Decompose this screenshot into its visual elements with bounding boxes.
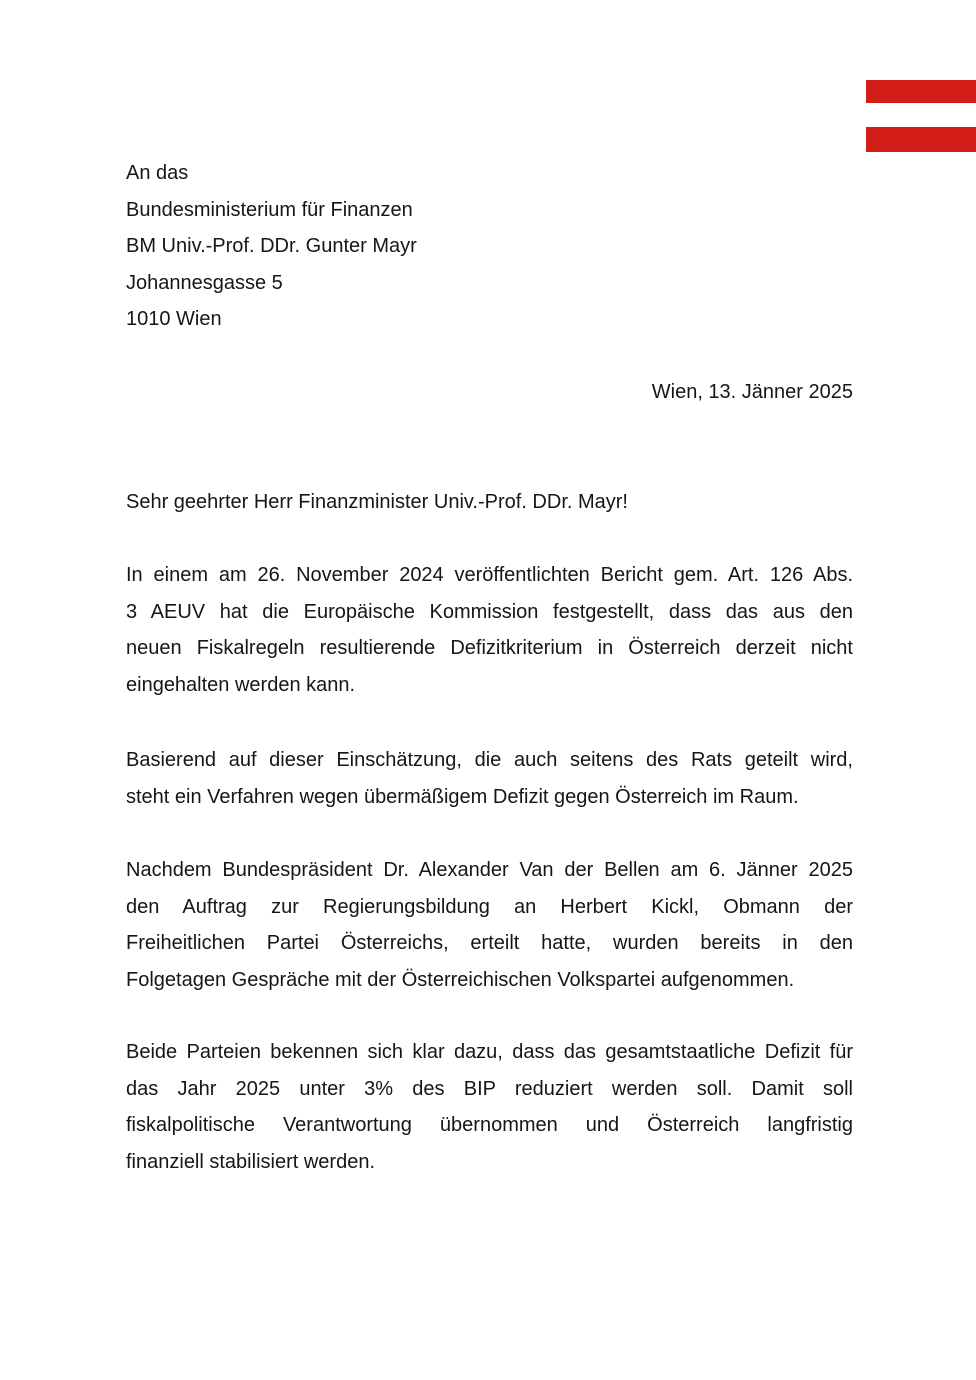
flag-bar-bottom (866, 127, 976, 152)
text-line: An das (126, 162, 189, 184)
text-line: Nachdem Bundespräsident Dr. Alexander Van der Bellen am 6. Jänner 2025 (126, 859, 853, 881)
text-line: Folgetagen Gespräche mit der Österreichischen Volkspartei aufgenommen. (126, 968, 795, 991)
recipient-address (126, 155, 853, 338)
text-line: neuen Fiskalregeln resultierende Defizitkriterium in Österreich derzeit nicht (126, 637, 853, 659)
text-line: eingehalten werden kann. (126, 673, 356, 696)
text-line: Johannesgasse 5 (126, 271, 283, 294)
paragraph-2 (126, 742, 853, 815)
text-line: Beide Parteien bekennen sich klar dazu, dass das gesamtstaatliche Defizit für (126, 1041, 853, 1063)
text-line: BM Univ.-Prof. DDr. Gunter Mayr (126, 235, 417, 257)
text-line: Basierend auf dieser Einschätzung, die auch seitens des Rats geteilt wird, (126, 749, 853, 771)
paragraph-4 (126, 1034, 853, 1180)
paragraph-1 (126, 557, 853, 703)
text-line: 3 AEUV hat die Europäische Kommission festgestellt, dass das aus den (126, 600, 853, 623)
salutation: Sehr geehrter Herr Finanzminister Univ.-Prof. DDr. Mayr! (126, 491, 628, 513)
text-line: finanziell stabilisiert werden. (126, 1150, 376, 1173)
text-line: steht ein Verfahren wegen übermäßigem Defizit gegen Österreich im Raum. (126, 785, 799, 808)
text-line: In einem am 26. November 2024 veröffentlichten Bericht gem. Art. 126 Abs. (126, 564, 853, 586)
paragraph-3 (126, 852, 853, 998)
text-line: fiskalpolitische Verantwortung übernommen und Österreich langfristig (126, 1114, 853, 1136)
text-line: 1010 Wien (126, 308, 222, 330)
date-line: Wien, 13. Jänner 2025 (651, 381, 853, 403)
text-line: Bundesministerium für Finanzen (126, 198, 413, 221)
text-line: Freiheitlichen Partei Österreichs, erteilt hatte, wurden bereits in den (126, 932, 853, 954)
flag-bar-top (866, 80, 976, 103)
text-line: das Jahr 2025 unter 3% des BIP reduziert werden soll. Damit soll (126, 1077, 853, 1100)
text-line: den Auftrag zur Regierungsbildung an Herbert Kickl, Obmann der (126, 895, 853, 918)
